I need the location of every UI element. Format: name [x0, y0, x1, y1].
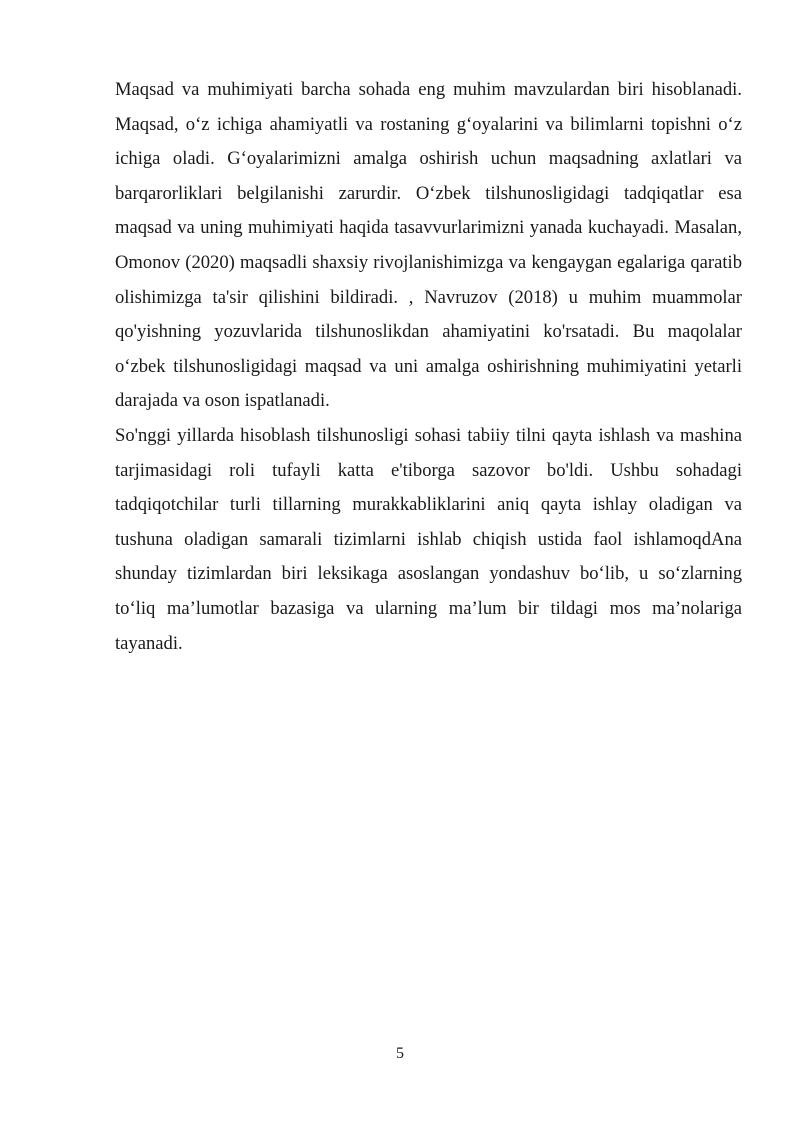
paragraph-1: Maqsad va muhimiyati barcha sohada eng muhim mavzulardan biri hisoblanadi. Maqsad, oʻz ichiga ahamiyatli va rostaning gʻoyalarini va bilimlarni topishni oʻz ichiga oladi. Gʻoyalarimizni amalga oshirish uchun maqsadning axlatlari va barqarorliklari belgilanishi zarurdir. Oʻzbek tilshunosligidagi tadqiqatlar esa maqsad va uning muhimiyati haqida tasavvurlarimizni yanada kuchayadi. Masalan, Omonov (2020) maqsadli shaxsiy rivojlanishimizga va kengaygan egalariga qaratib olishimizga ta'sir qilishini bildiradi. , Navruzov (2018) u muhim muammolar qo'yishning yozuvlarida tilshunoslikdan ahamiyatini ko'rsatadi. Bu maqolalar oʻzbek tilshunosligidagi maqsad va uni amalga oshirishning muhimiyatini yetarli darajada va oson ispatlanadi. [115, 79, 742, 412]
body-text [115, 73, 742, 661]
page-number: 5 [396, 1045, 404, 1062]
paragraph-2: So'nggi yillarda hisoblash tilshunosligi sohasi tabiiy tilni qayta ishlash va mashina tarjimasidagi roli tufayli katta e'tiborga sazovor bo'ldi. Ushbu sohadagi tadqiqotchilar turli tillarning murakkabliklarini aniq qayta ishlay oladigan va tushuna oladigan samarali tizimlarni ishlab chiqish ustida faol ishlamoqdAna shunday tizimlardan biri leksikaga asoslangan yondashuv boʻlib, u soʻzlarning toʻliq maʼlumotlar bazasiga va ularning maʼlum bir tildagi mos maʼnolariga tayanadi. [115, 424, 742, 654]
